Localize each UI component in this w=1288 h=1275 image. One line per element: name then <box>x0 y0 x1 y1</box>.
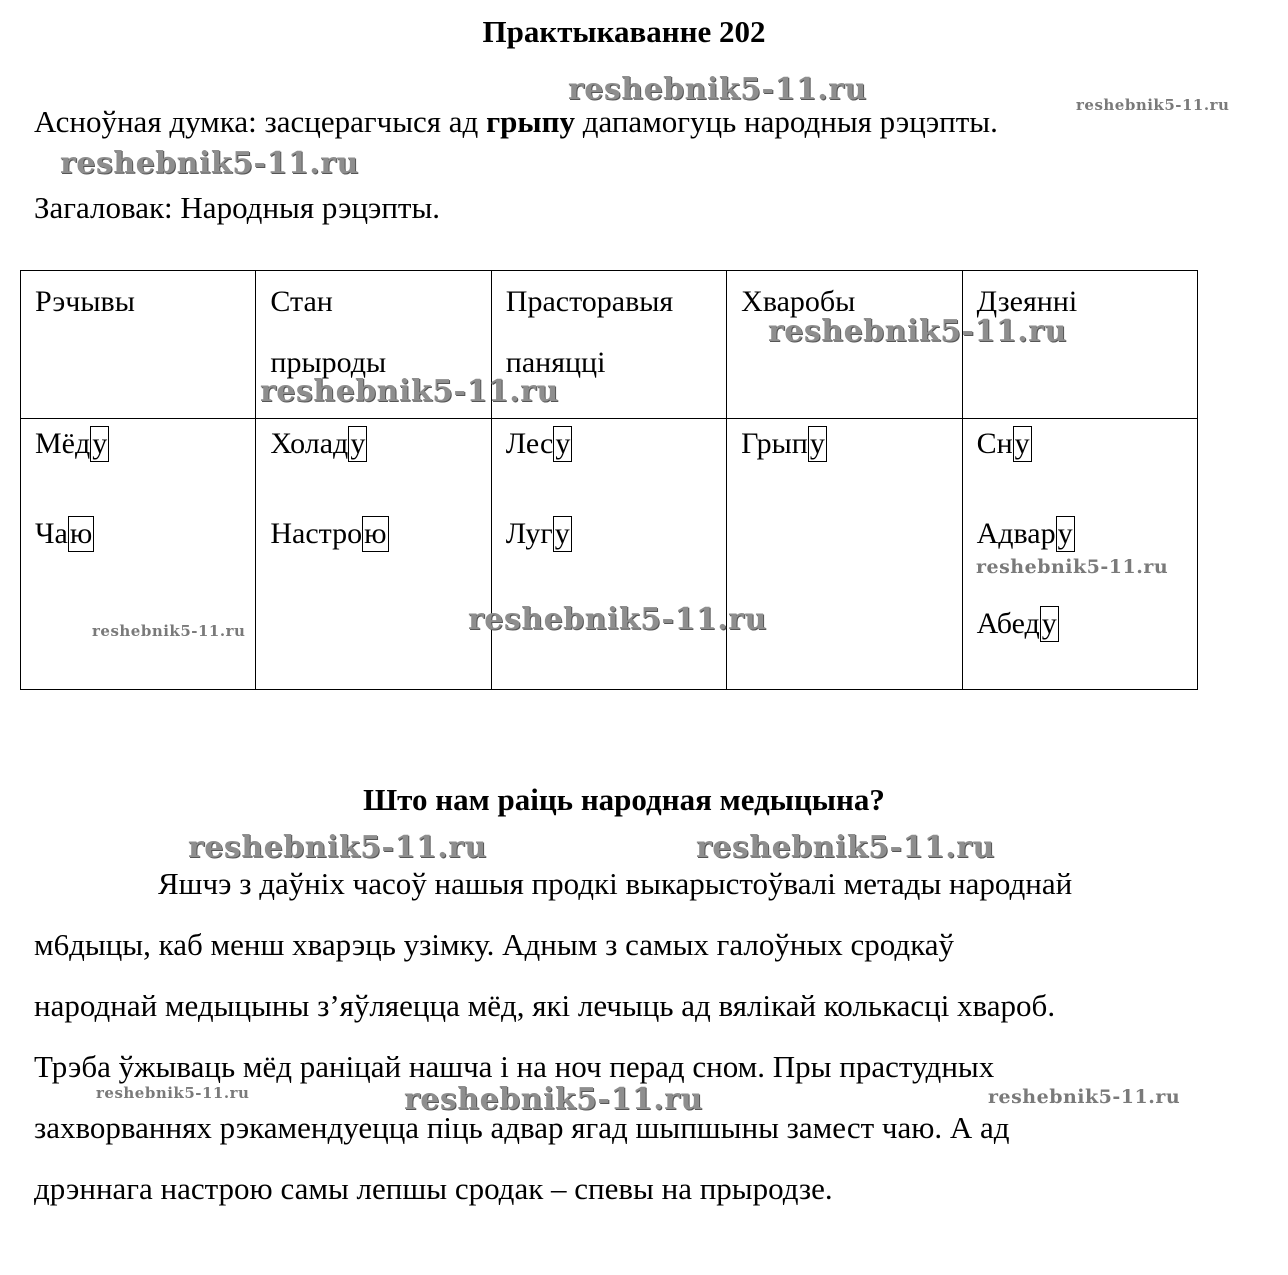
main-idea-suffix: дапамогуць народныя рэцэпты. <box>574 104 998 139</box>
watermark: reshebnik5-11.ru <box>768 314 1067 349</box>
watermark: reshebnik5-11.ru <box>188 830 487 865</box>
word-stem: Мёд <box>35 427 91 460</box>
word-ending: ю <box>69 517 93 550</box>
word-ending: у <box>555 427 571 460</box>
word-stem: Лес <box>505 427 554 460</box>
watermark: reshebnik5-11.ru <box>568 72 867 107</box>
word <box>270 419 490 509</box>
text-line: Трэба ўжываць мёд раніцай нашча і на ноч перад сном. Пры прастудных <box>34 1049 995 1084</box>
watermark: reshebnik5-11.ru <box>468 602 767 637</box>
word-stem: Грып <box>741 427 808 460</box>
word <box>741 419 961 509</box>
word-ending: у <box>1014 427 1030 460</box>
word <box>35 419 255 509</box>
watermark: reshebnik5-11.ru <box>404 1082 703 1117</box>
words-cell-diseases <box>727 419 962 690</box>
word <box>506 419 726 509</box>
word-stem: Сн <box>976 427 1013 460</box>
word-stem: Абед <box>976 607 1040 640</box>
watermark: reshebnik5-11.ru <box>976 556 1169 578</box>
word-ending: у <box>809 427 825 460</box>
text-line: народнай медыцыны з’яўляецца мёд, які лечыць ад вялікай колькасці хвароб. <box>34 988 1056 1023</box>
word-stem: Адвар <box>976 517 1056 550</box>
header-text: Стан <box>270 285 333 318</box>
header-text: Хваробы <box>741 285 856 318</box>
word-ending: у <box>1041 607 1057 640</box>
words-cell-space <box>491 419 726 690</box>
words-cell-nature <box>256 419 491 690</box>
watermark: reshebnik5-11.ru <box>96 1084 250 1102</box>
header-cell-substances <box>21 271 256 419</box>
heading-line: Загаловак: Народныя рэцэпты. <box>34 190 441 225</box>
word-stem: Настро <box>270 517 363 550</box>
table-body-row <box>21 419 1198 690</box>
text-line: Яшчэ з даўніх часоў нашыя продкі выкарыстоўвалі метады народнай <box>158 866 1073 901</box>
word <box>35 509 255 599</box>
watermark: reshebnik5-11.ru <box>92 622 246 640</box>
word-stem: Холад <box>270 427 349 460</box>
text-subtitle: Што нам раіць народная медыцына? <box>363 782 885 817</box>
main-idea-line <box>34 104 998 140</box>
word <box>977 599 1197 689</box>
main-idea-bold-word: грыпу <box>486 104 575 139</box>
header-text: паняцці <box>505 346 606 379</box>
word-stem: Луг <box>505 517 553 550</box>
watermark: reshebnik5-11.ru <box>60 146 359 181</box>
watermark: reshebnik5-11.ru <box>260 374 559 409</box>
header-text: Рэчывы <box>35 285 135 318</box>
words-cell-substances <box>21 419 256 690</box>
text-line: м6дыцы, каб менш хварэць узімку. Адным з самых галоўных сродкаў <box>34 927 955 962</box>
header-text: Прасторавыя <box>505 285 674 318</box>
word <box>977 509 1197 599</box>
main-idea-prefix: Асноўная думка: засцерагчыся ад <box>34 104 487 139</box>
text-line: захворваннях рэкамендуецца піць адвар ягад шыпшыны замест чаю. А ад <box>34 1110 1010 1145</box>
words-cell-actions <box>962 419 1197 690</box>
exercise-title: Практыкаванне 202 <box>482 14 766 49</box>
word <box>977 419 1197 509</box>
watermark: reshebnik5-11.ru <box>988 1086 1181 1108</box>
word-ending: у <box>554 517 570 550</box>
word-ending: у <box>350 427 366 460</box>
watermark: reshebnik5-11.ru <box>696 830 995 865</box>
word-ending: ю <box>364 517 387 550</box>
header-text: прыроды <box>270 346 387 379</box>
header-text: Дзеянні <box>976 285 1078 318</box>
word-ending: у <box>1057 517 1073 550</box>
text-line: дрэннага настрою самы лепшы сродак – спевы на прыродзе. <box>34 1171 833 1206</box>
word <box>270 509 490 599</box>
word-stem: Ча <box>35 517 68 550</box>
word <box>506 509 726 599</box>
word-ending: у <box>92 427 108 460</box>
watermark: reshebnik5-11.ru <box>1076 96 1230 114</box>
